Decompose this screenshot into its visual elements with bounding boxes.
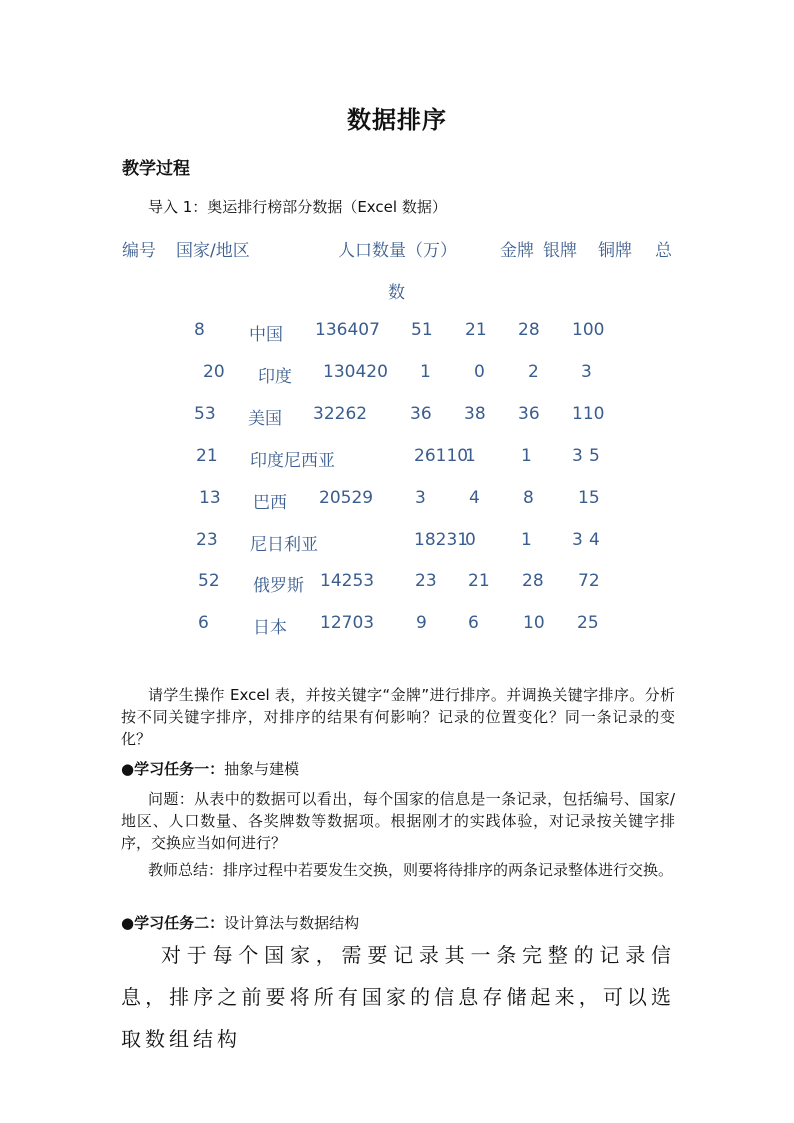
header-total: 总	[655, 241, 672, 261]
table-cell-total: 15	[578, 488, 600, 508]
paragraph-summary: 教师总结：排序过程中若要发生交换，则要将待排序的两条记录整体进行交换。	[148, 861, 674, 879]
table-cell-id: 20	[203, 362, 225, 382]
task-text: 设计算法与数据结构	[224, 914, 360, 932]
bullet-icon: ●	[121, 914, 135, 932]
section-heading: 教学过程	[122, 159, 190, 179]
header-bronze: 铜牌	[598, 241, 632, 261]
table-cell-silver: 21	[465, 320, 487, 340]
header-country: 国家/地区	[176, 241, 250, 261]
table-cell-total: 25	[577, 613, 599, 633]
table-cell-gold: 23	[415, 571, 437, 591]
task-label: 学习任务一：	[134, 760, 225, 778]
table-cell-population: 18231	[414, 530, 469, 550]
table-cell-population: 14253	[320, 571, 375, 591]
table-cell-silver: 1	[521, 446, 532, 466]
table-cell-id: 8	[194, 320, 205, 340]
table-cell-country: 中国	[249, 325, 283, 345]
table-cell-bronze: 28	[522, 571, 544, 591]
table-cell-gold: 51	[411, 320, 433, 340]
table-cell-bronze: 8	[523, 488, 534, 508]
table-cell-gold: 36	[410, 404, 432, 424]
table-cell-gold: 1	[420, 362, 431, 382]
table-cell-country: 巴西	[253, 493, 287, 513]
table-cell-id: 21	[196, 446, 218, 466]
paragraph-instruction: 请学生操作 Excel 表，并按关键字“金牌”进行排序。并调换关键字排序。分析按不同关键字排序，对排序的结果有何影响？记录的位置变化？同一条记录的变化？	[121, 686, 675, 748]
table-cell-silver: 6	[468, 613, 479, 633]
table-cell-silver: 0	[474, 362, 485, 382]
table-cell-bronze: 36	[518, 404, 540, 424]
table-cell-bronze: 3	[572, 446, 583, 466]
table-cell-gold: 1	[465, 446, 476, 466]
table-cell-total: 110	[572, 404, 605, 424]
table-cell-bronze: 2	[528, 362, 539, 382]
table-cell-id: 6	[198, 613, 209, 633]
header-total-wrap: 数	[388, 283, 405, 303]
table-cell-total: 5	[589, 446, 600, 466]
paragraph-question: 问题：从表中的数据可以看出，每个国家的信息是一条记录，包括编号、国家/地区、人口数量、各奖牌数等数据项。根据刚才的实践体验，对记录按关键字排序，交换应当如何进行？	[121, 790, 675, 852]
table-cell-population: 26110	[414, 446, 469, 466]
header-id: 编号	[122, 241, 156, 261]
table-cell-id: 52	[198, 571, 220, 591]
page-title: 数据排序	[347, 106, 447, 134]
table-cell-silver: 38	[464, 404, 486, 424]
table-cell-country: 印度	[258, 367, 292, 387]
table-cell-bronze: 28	[518, 320, 540, 340]
table-cell-population: 12703	[320, 613, 375, 633]
table-cell-total: 100	[572, 320, 605, 340]
header-gold: 金牌	[500, 241, 534, 261]
table-cell-id: 23	[196, 530, 218, 550]
table-cell-country: 日本	[253, 618, 287, 638]
task-label: 学习任务二：	[134, 914, 225, 932]
table-cell-country: 美国	[248, 409, 282, 429]
table-cell-silver: 4	[469, 488, 480, 508]
task-heading-1	[121, 758, 299, 779]
table-cell-silver: 1	[521, 530, 532, 550]
bullet-icon: ●	[121, 760, 135, 778]
table-cell-id: 53	[194, 404, 216, 424]
table-cell-population: 130420	[323, 362, 388, 382]
table-cell-population: 32262	[313, 404, 368, 424]
paragraph-data-structure: 对于每个国家，需要记录其一条完整的记录信息，排序之前要将所有国家的信息存储起来，可以选取数组结构	[121, 943, 675, 1051]
table-cell-bronze: 3	[572, 530, 583, 550]
table-cell-population: 136407	[315, 320, 380, 340]
table-cell-country: 俄罗斯	[253, 576, 304, 596]
task-text: 抽象与建模	[224, 760, 300, 778]
table-cell-total: 72	[578, 571, 600, 591]
table-cell-country: 尼日利亚	[250, 535, 318, 555]
table-cell-total: 4	[589, 530, 600, 550]
table-cell-country: 印度尼西亚	[250, 451, 335, 471]
table-cell-bronze: 10	[523, 613, 545, 633]
header-silver: 银牌	[543, 241, 577, 261]
header-population: 人口数量（万）	[338, 241, 457, 261]
intro-line: 导入 1：奥运排行榜部分数据（Excel 数据）	[148, 198, 447, 216]
table-cell-total: 3	[581, 362, 592, 382]
table-cell-silver: 21	[468, 571, 490, 591]
table-cell-gold: 9	[416, 613, 427, 633]
table-cell-id: 13	[199, 488, 221, 508]
table-cell-gold: 0	[465, 530, 476, 550]
table-cell-gold: 3	[415, 488, 426, 508]
table-cell-population: 20529	[319, 488, 374, 508]
task-heading-2	[121, 912, 359, 933]
